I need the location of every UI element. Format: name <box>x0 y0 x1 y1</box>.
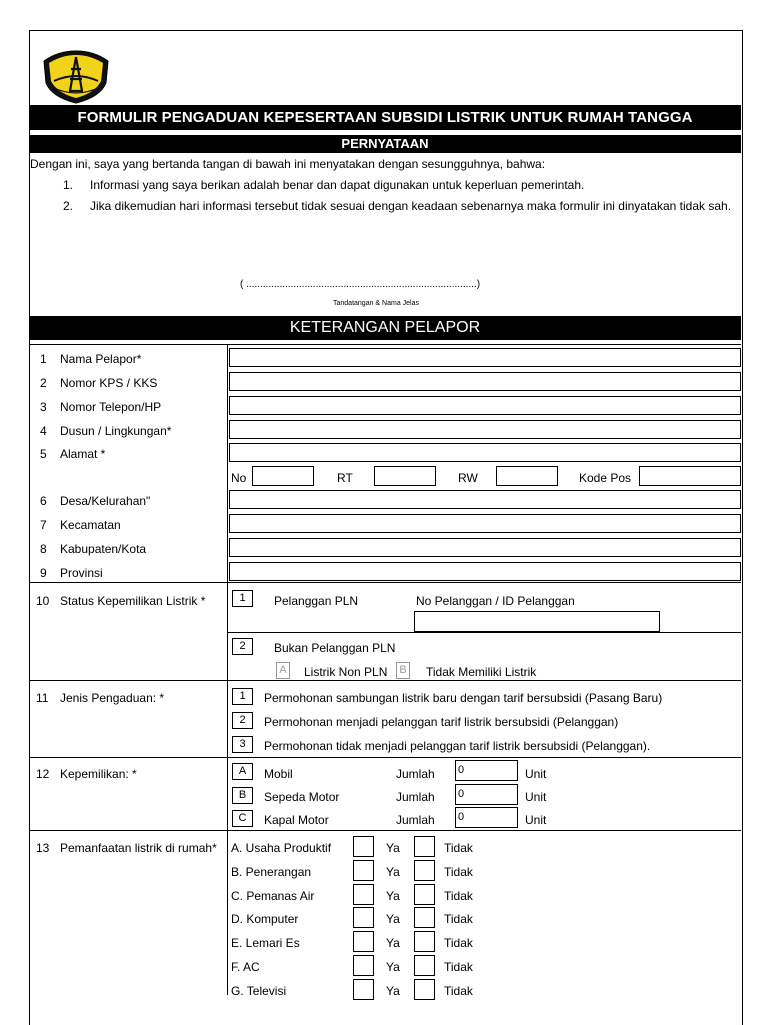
no-label: Tidak <box>444 865 473 879</box>
field-label-district: Kecamatan <box>60 518 121 532</box>
divider <box>227 632 741 633</box>
yes-label: Ya <box>386 960 400 974</box>
question-number: 13 <box>36 841 50 855</box>
motorcycle-option[interactable]: B <box>232 787 253 804</box>
refrigerator-no-checkbox[interactable] <box>414 931 435 952</box>
field-number: 8 <box>40 542 47 556</box>
field-label-regency: Kabupaten/Kota <box>60 542 147 556</box>
statement-intro: Dengan ini, saya yang bertanda tangan di bawah ini menyatakan dengan sesungguhnya, bahwa: <box>30 157 546 171</box>
field-number: 3 <box>40 400 47 414</box>
ac-no-checkbox[interactable] <box>414 955 435 976</box>
divider <box>29 680 741 681</box>
no-label: Tidak <box>444 912 473 926</box>
question-number: 12 <box>36 767 50 781</box>
usage-item-label: A. Usaha Produktif <box>231 841 332 855</box>
complaint-option-3[interactable]: 3 <box>232 736 253 753</box>
complaint-option-text: Permohonan tidak menjadi pelanggan tarif listrik bersubsidi (Pelanggan). <box>264 739 651 753</box>
unit-label: Unit <box>525 813 547 827</box>
unit-label: Unit <box>525 790 547 804</box>
yes-label: Ya <box>386 912 400 926</box>
field-label-hamlet: Dusun / Lingkungan* <box>60 424 172 438</box>
non-pln-option[interactable]: 2 <box>232 638 253 655</box>
television-yes-checkbox[interactable] <box>353 979 374 1000</box>
no-label: Tidak <box>444 984 473 998</box>
non-pln-electricity-option[interactable]: A <box>276 662 290 679</box>
regency-input[interactable] <box>229 538 741 557</box>
signature-caption: Tandatangan & Nama Jelas <box>333 300 419 307</box>
usage-item-label: C. Pemanas Air <box>231 889 315 903</box>
usage-item-label: F. AC <box>231 960 260 974</box>
lighting-yes-checkbox[interactable] <box>353 860 374 881</box>
complaint-type-label: Jenis Pengaduan: * <box>60 691 165 705</box>
ownership-label: Kepemilikan: * <box>60 767 137 781</box>
postal-code-label: Kode Pos <box>579 471 632 485</box>
water-heater-yes-checkbox[interactable] <box>353 884 374 905</box>
yes-label: Ya <box>386 984 400 998</box>
productive-business-no-checkbox[interactable] <box>414 836 435 857</box>
pln-customer-option[interactable]: 1 <box>232 590 253 607</box>
field-number: 5 <box>40 447 47 461</box>
field-label-province: Provinsi <box>60 566 103 580</box>
customer-id-input[interactable] <box>414 611 660 632</box>
field-label-kps: Nomor KPS / KKS <box>60 376 158 390</box>
field-number: 4 <box>40 424 47 438</box>
house-number-label: No <box>231 471 247 485</box>
column-divider <box>227 345 228 995</box>
refrigerator-yes-checkbox[interactable] <box>353 931 374 952</box>
rw-label: RW <box>458 471 478 485</box>
no-label: Tidak <box>444 936 473 950</box>
field-number: 9 <box>40 566 47 580</box>
reporter-header: KETERANGAN PELAPOR <box>29 316 741 340</box>
car-option[interactable]: A <box>232 763 253 780</box>
field-label-name: Nama Pelapor* <box>60 352 142 366</box>
computer-yes-checkbox[interactable] <box>353 907 374 928</box>
no-electricity-label: Tidak Memiliki Listrik <box>426 665 537 679</box>
no-label: Tidak <box>444 841 473 855</box>
no-label: Tidak <box>444 960 473 974</box>
phone-input[interactable] <box>229 396 741 415</box>
car-amount-input[interactable]: 0 <box>455 760 518 781</box>
no-electricity-option[interactable]: B <box>396 662 410 679</box>
field-number: 1 <box>40 352 47 366</box>
field-number: 7 <box>40 518 47 532</box>
district-input[interactable] <box>229 514 741 533</box>
rw-input[interactable] <box>496 466 558 486</box>
postal-code-input[interactable] <box>639 466 741 486</box>
divider <box>29 830 741 831</box>
field-number: 6 <box>40 494 47 508</box>
field-label-phone: Nomor Telepon/HP <box>60 400 162 414</box>
province-input[interactable] <box>229 562 741 581</box>
amount-label: Jumlah <box>396 813 435 827</box>
form-title: FORMULIR PENGADUAN KEPESERTAAN SUBSIDI LISTRIK UNTUK RUMAH TANGGA <box>29 105 741 130</box>
field-label-village: Desa/Kelurahan" <box>60 494 151 508</box>
no-label: Tidak <box>444 889 473 903</box>
amount-label: Jumlah <box>396 767 435 781</box>
divider <box>29 582 741 583</box>
yes-label: Ya <box>386 841 400 855</box>
rt-input[interactable] <box>374 466 436 486</box>
productive-business-yes-checkbox[interactable] <box>353 836 374 857</box>
rt-label: RT <box>337 471 353 485</box>
amount-label: Jumlah <box>396 790 435 804</box>
question-number: 10 <box>36 594 50 608</box>
usage-item-label: E. Lemari Es <box>231 936 300 950</box>
customer-id-label: No Pelanggan / ID Pelanggan <box>416 594 575 608</box>
signature-line[interactable]: ( ...................................................................................) <box>240 279 481 290</box>
field-label-address: Alamat * <box>60 447 106 461</box>
divider <box>29 757 741 758</box>
unit-label: Unit <box>525 767 547 781</box>
complaint-option-2[interactable]: 2 <box>232 712 253 729</box>
motorcycle-label: Sepeda Motor <box>264 790 340 804</box>
yes-label: Ya <box>386 936 400 950</box>
usage-item-label: G. Televisi <box>231 984 287 998</box>
usage-item-label: D. Komputer <box>231 912 299 926</box>
address-input[interactable] <box>229 443 741 462</box>
reporter-name-input[interactable] <box>229 348 741 367</box>
electricity-status-label: Status Kepemilikan Listrik * <box>60 594 206 608</box>
village-input[interactable] <box>229 490 741 509</box>
usage-item-label: B. Penerangan <box>231 865 312 879</box>
motorboat-option[interactable]: C <box>232 810 253 827</box>
complaint-option-text: Permohonan menjadi pelanggan tarif listrik bersubsidi (Pelanggan) <box>264 715 619 729</box>
motorboat-amount-input[interactable]: 0 <box>455 807 518 828</box>
statement-item-text: Jika dikemudian hari informasi tersebut tidak sesuai dengan keadaan sebenarnya maka formulir ini dinyatakan tidak sah. <box>90 199 732 213</box>
house-number-input[interactable] <box>252 466 314 486</box>
field-number: 2 <box>40 376 47 390</box>
motorcycle-amount-input[interactable]: 0 <box>455 784 518 805</box>
motorboat-label: Kapal Motor <box>264 813 329 827</box>
yes-label: Ya <box>386 889 400 903</box>
non-pln-label: Bukan Pelanggan PLN <box>274 641 396 655</box>
statement-item-number: 1. <box>63 178 74 192</box>
lighting-no-checkbox[interactable] <box>414 860 435 881</box>
government-emblem-icon <box>40 47 112 105</box>
yes-label: Ya <box>386 865 400 879</box>
ac-yes-checkbox[interactable] <box>353 955 374 976</box>
hamlet-input[interactable] <box>229 420 741 439</box>
statement-item-text: Informasi yang saya berikan adalah benar dan dapat digunakan untuk keperluan pemerintah. <box>90 178 585 192</box>
electricity-usage-label: Pemanfaatan listrik di rumah* <box>60 841 217 855</box>
statement-header: PERNYATAAN <box>29 135 741 153</box>
television-no-checkbox[interactable] <box>414 979 435 1000</box>
complaint-option-text: Permohonan sambungan listrik baru dengan tarif bersubsidi (Pasang Baru) <box>264 691 663 705</box>
question-number: 11 <box>36 691 49 705</box>
non-pln-electricity-label: Listrik Non PLN <box>304 665 388 679</box>
water-heater-no-checkbox[interactable] <box>414 884 435 905</box>
computer-no-checkbox[interactable] <box>414 907 435 928</box>
pln-customer-label: Pelanggan PLN <box>274 594 359 608</box>
car-label: Mobil <box>264 767 293 781</box>
complaint-option-1[interactable]: 1 <box>232 688 253 705</box>
statement-item-number: 2. <box>63 199 74 213</box>
divider <box>29 344 741 345</box>
kps-number-input[interactable] <box>229 372 741 391</box>
